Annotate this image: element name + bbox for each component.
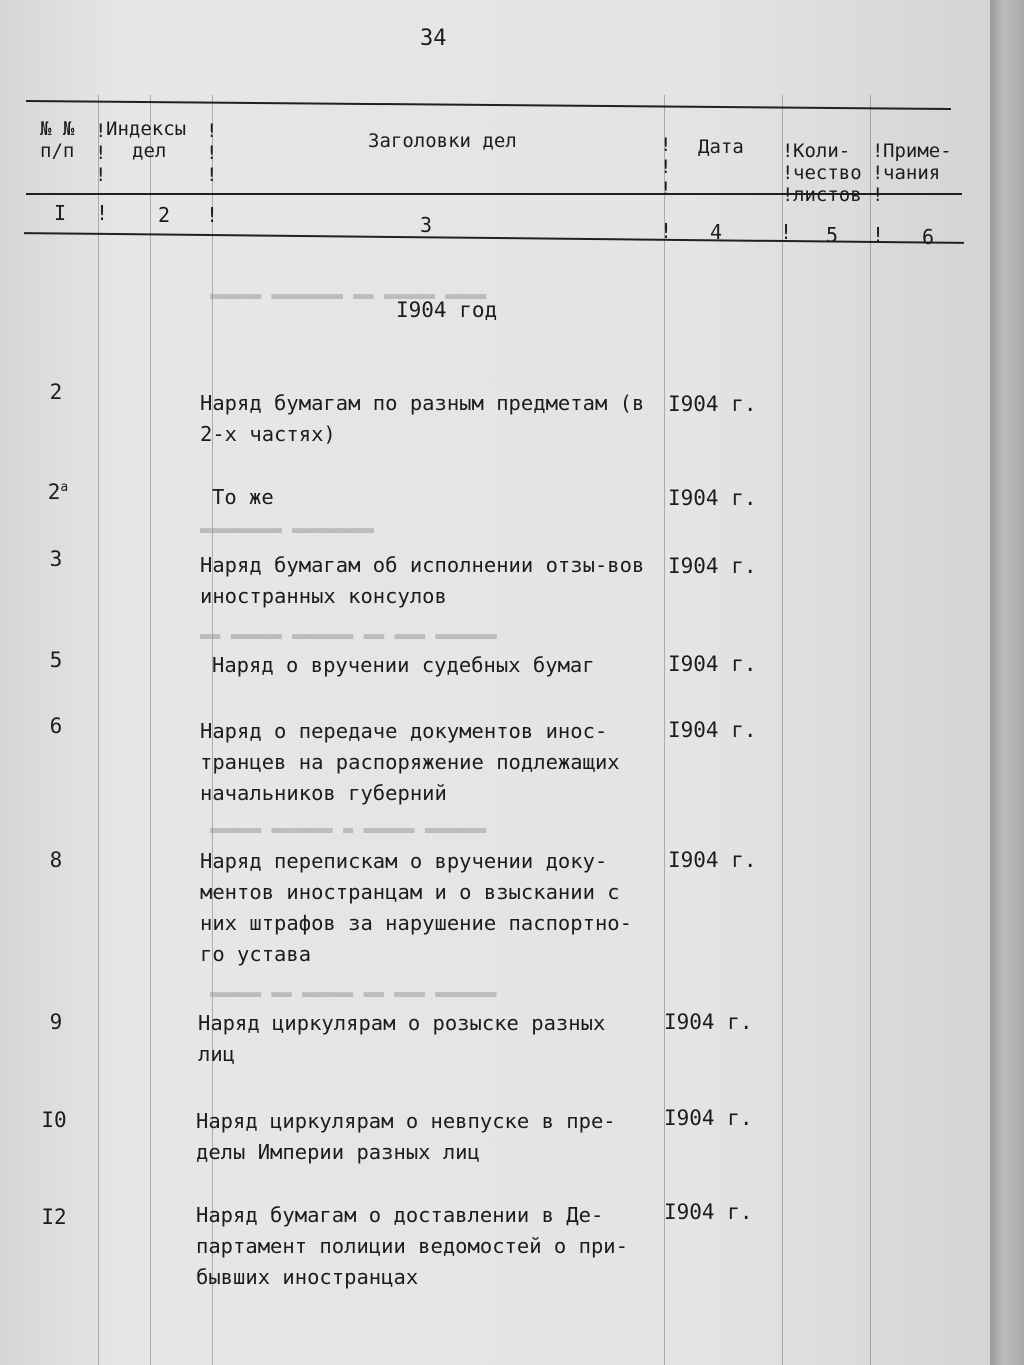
column-number: 2 [158,203,171,227]
column-rule [98,95,99,1365]
column-rule [150,95,151,1365]
entry-number: 9 [49,1010,63,1034]
header-divider: ! ! ! [206,120,218,186]
entry-number: 5 [49,648,63,672]
header-notes-label: Приме- чания [883,140,952,184]
bleed-through: ▬▬▬▬▬ ▬▬▬▬▬▬ ▬ ▬▬▬▬▬ ▬▬▬▬▬▬ [210,820,487,840]
entry-title: Наряд о передаче документов инос-транцев на распоряжение подлежащих начальников губерний [200,719,620,805]
bleed-through: ▬▬ ▬▬▬▬▬ ▬▬▬▬▬▬ ▬▬ ▬▬▬ ▬▬▬▬▬▬ [200,626,497,646]
header-number-label: № № п/п [40,118,75,162]
column-number: 6 [922,225,935,249]
column-number: 5 [826,223,839,247]
header-bottom-rule [24,232,964,244]
header-divider: ! [96,201,109,225]
entry-date: I904 г. [664,1200,753,1224]
year-heading: I904 год [396,298,498,322]
entry-number: 3 [49,547,63,571]
header-divider: ! ! ! [782,140,794,206]
entry-number: 6 [49,714,63,738]
page-edge [990,0,1024,1365]
entry-date: I904 г. [668,718,757,742]
entry-number: I2 [41,1205,67,1229]
header-divider: ! [872,223,885,247]
entry-title: Наряд бумагам о доставлении в Де-партамент полиции ведомостей о при-бывших иностранцах [196,1203,628,1289]
column-number: I [54,201,67,225]
header-divider: ! [780,220,793,244]
header-top-rule [26,100,951,110]
entry-number: 8 [49,848,63,872]
entry-title: То же [212,485,274,509]
page-number: 34 [420,26,447,51]
entry-date: I904 г. [668,554,757,578]
header-count-label: Коли- чество листов [793,140,862,206]
entry-date: I904 г. [668,652,757,676]
entry-title: Наряд о вручении судебных бумаг [212,653,595,677]
header-divider: ! [206,203,219,227]
entry-date: I904 г. [664,1106,753,1130]
header-title-label: Заголовки дел [368,130,517,152]
column-number: 3 [420,213,433,237]
column-number: 4 [710,220,723,244]
entry-title: Наряд циркулярам о невпуске в пре-делы Империи разных лиц [196,1109,616,1164]
header-divider: ! ! ! [660,134,672,200]
header-divider: ! [660,219,673,243]
column-rule [664,95,665,1365]
header-divider: ! ! ! [95,120,107,186]
entry-title: Наряд перепискам о вручении доку-ментов иностранцам и о взыскании с них штрафов за нарушение паспортно-го устава [200,849,632,966]
column-rule [782,95,783,1365]
bleed-through: ▬▬▬▬▬▬▬▬ ▬▬▬▬▬▬▬▬ [200,520,374,540]
header-date-label: Дата [698,136,744,158]
entry-date: I904 г. [668,848,757,872]
bleed-through: ▬▬▬▬▬ ▬▬▬▬▬▬▬ ▬▬ ▬▬▬▬▬ ▬▬▬▬ [210,286,487,306]
entry-date: I904 г. [668,486,757,510]
entry-number: I0 [41,1108,67,1132]
entry-title: Наряд бумагам по разным предметам (в 2-х частях) [200,391,645,446]
header-divider: ! ! ! [872,140,884,206]
header-index-label: Индексы дел [106,118,187,162]
entry-title: Наряд бумагам об исполнении отзы-вов иностранных консулов [200,553,645,608]
entry-title: Наряд циркулярам о розыске разных лиц [198,1011,606,1066]
entry-date: I904 г. [664,1010,753,1034]
bleed-through: ▬▬▬▬▬ ▬▬ ▬▬▬▬▬ ▬▬ ▬▬▬ ▬▬▬▬▬▬ [210,984,497,1004]
entry-number: 2 [49,380,63,404]
column-rule [870,95,871,1365]
entry-number: $2^а$ [47,480,69,504]
entry-date: I904 г. [668,392,757,416]
